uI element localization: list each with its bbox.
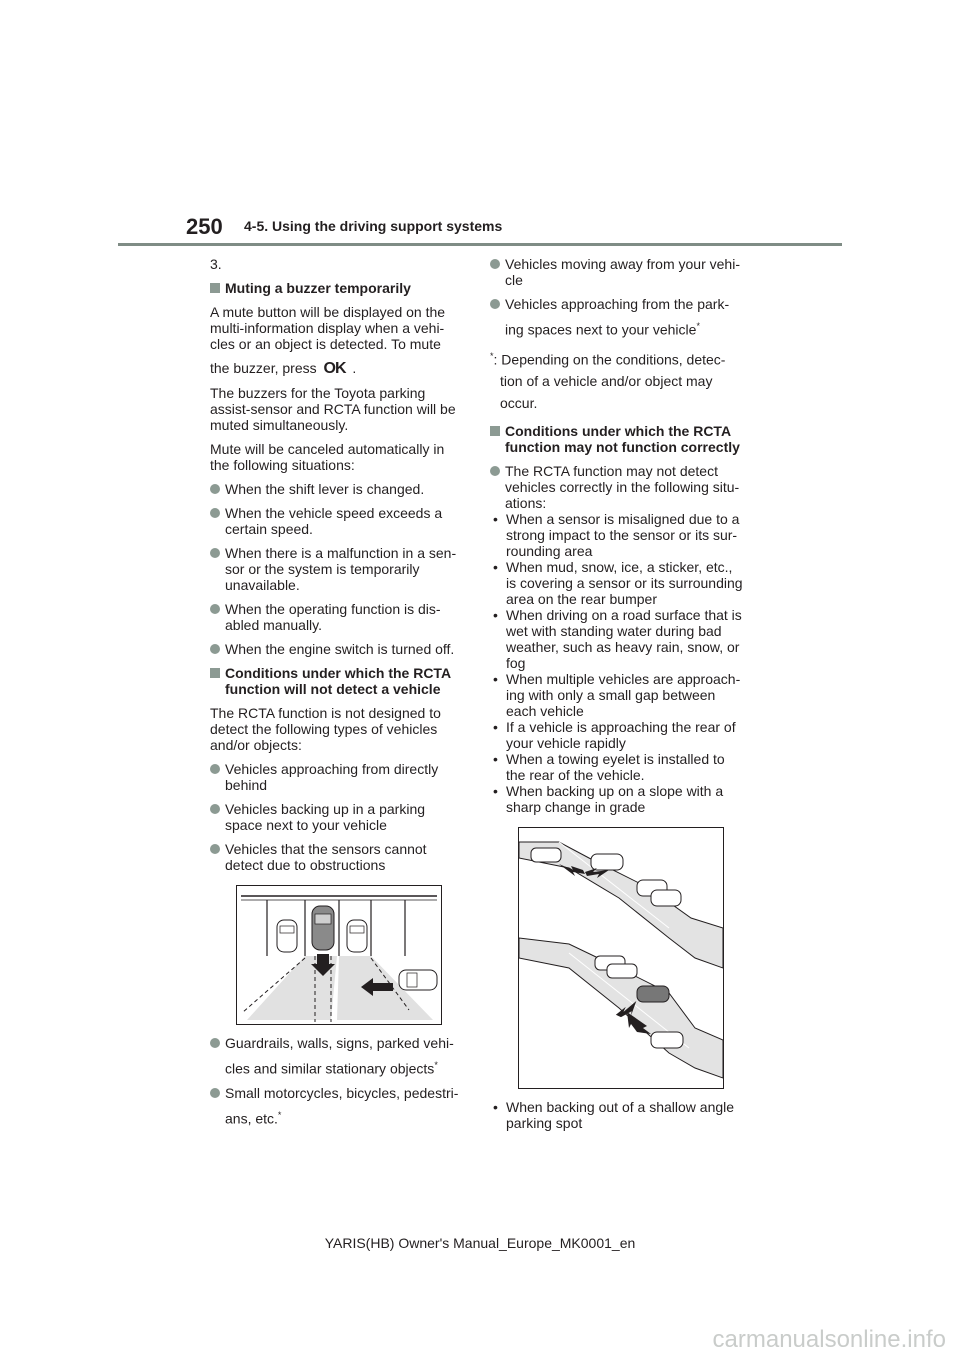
section-title: 4-5. Using the driving support systems bbox=[244, 218, 503, 234]
list-item: • When multiple vehicles are approach- ing with only a small gap between each vehicle bbox=[490, 671, 760, 719]
list-item: The RCTA function may not detect vehicles correctly in the following situ- ations: bbox=[490, 463, 760, 511]
left-column bbox=[210, 256, 472, 1134]
watermark: carmanualsonline.info bbox=[712, 1326, 946, 1353]
page-number: 250 bbox=[186, 214, 223, 239]
list-item: • When a towing eyelet is installed to the rear of the vehicle. bbox=[490, 751, 760, 783]
list-item: Small motorcycles, bicycles, pedestri- ans, etc.* bbox=[210, 1085, 472, 1127]
detect-heading: Conditions under which the RCTA function will not detect a vehicle bbox=[210, 665, 472, 697]
list-item: Vehicles moving away from your vehi- cle bbox=[490, 256, 760, 288]
cancel-intro: Mute will be canceled automatically in the following situations: bbox=[210, 441, 445, 473]
list-item: When the vehicle speed exceeds a certain speed. bbox=[210, 505, 472, 537]
function-sublist bbox=[490, 511, 760, 815]
list-item: • When a sensor is misaligned due to a strong impact to the sensor or its sur- rounding area bbox=[490, 511, 760, 559]
list-item: • When backing up on a slope with a sharp change in grade bbox=[490, 783, 760, 815]
function-heading: Conditions under which the RCTA function may not function correctly bbox=[490, 423, 760, 455]
list-item: Vehicles backing up in a parking space next to your vehicle bbox=[210, 801, 472, 833]
step-number: 3. bbox=[210, 256, 222, 272]
mute-text: A mute button will be displayed on the multi-information display when a vehi- cles or an object is detected. To mute the buzzer, press OK . bbox=[210, 304, 446, 377]
list-item: • When backing out of a shallow angle parking spot bbox=[490, 1099, 760, 1131]
ok-button-icon: OK bbox=[323, 360, 346, 377]
slope-diagram-illustration bbox=[518, 827, 724, 1089]
list-item: When the shift lever is changed. bbox=[210, 481, 472, 497]
list-item: Vehicles approaching from the park- ing spaces next to your vehicle* bbox=[490, 296, 760, 338]
list-item: • If a vehicle is approaching the rear of your vehicle rapidly bbox=[490, 719, 760, 751]
list-item: When the operating function is dis- abled manually. bbox=[210, 601, 472, 633]
list-item: When there is a malfunction in a sen- sor or the system is temporarily unavailable. bbox=[210, 545, 472, 593]
mute-press-text: the buzzer, press bbox=[210, 360, 317, 376]
list-item: Guardrails, walls, signs, parked vehi- cles and similar stationary objects* bbox=[210, 1035, 472, 1077]
buzzer-text: The buzzers for the Toyota parking assist-sensor and RCTA function will be muted simultaneously. bbox=[210, 385, 456, 433]
footer-text: YARIS(HB) Owner's Manual_Europe_MK0001_en bbox=[324, 1235, 636, 1251]
detect-intro: The RCTA function is not designed to detect the following types of vehicles and/or objects: bbox=[210, 705, 441, 753]
mute-heading: Muting a buzzer temporarily bbox=[210, 280, 472, 296]
right-column bbox=[490, 256, 760, 1131]
footnote: *: Depending on the conditions, detec- tion of a vehicle and/or object may occur. bbox=[490, 350, 726, 412]
header-divider bbox=[118, 243, 842, 246]
list-item: Vehicles approaching from directly behind bbox=[210, 761, 472, 793]
list-item: Vehicles that the sensors cannot detect due to obstructions bbox=[210, 841, 472, 873]
parking-diagram-illustration bbox=[236, 885, 442, 1025]
list-item: • When mud, snow, ice, a sticker, etc., is covering a sensor or its surrounding area on the rear bumper bbox=[490, 559, 760, 607]
list-item: • When driving on a road surface that is wet with standing water during bad weather, such as heavy rain, snow, or fog bbox=[490, 607, 760, 671]
list-item: When the engine switch is turned off. bbox=[210, 641, 472, 657]
